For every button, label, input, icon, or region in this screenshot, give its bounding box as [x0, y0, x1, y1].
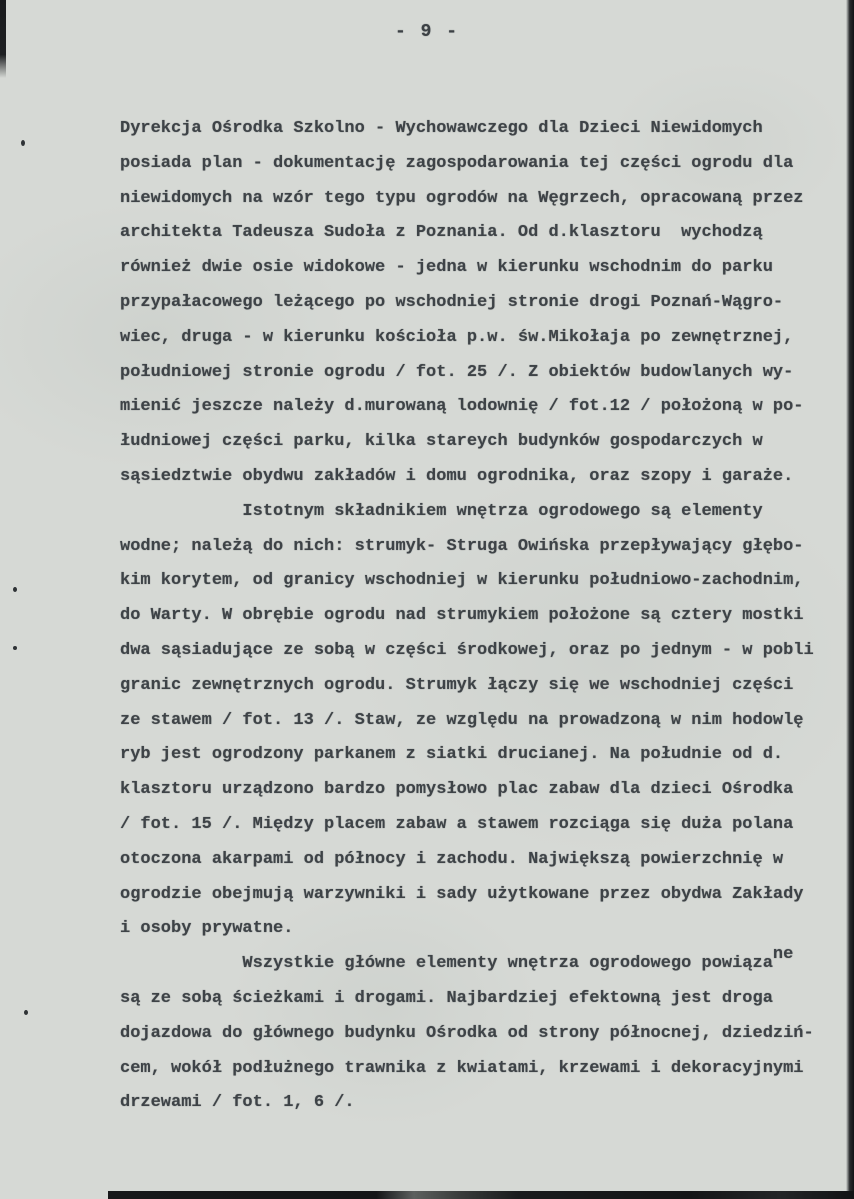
text-line: otoczona akarpami od północy i zachodu. Największą powierzchnię w — [120, 849, 784, 869]
text-line: kim korytem, od granicy wschodniej w kierunku południowo-zachodnim, — [120, 571, 804, 591]
text-line: drzewami / fot. 1, 6 /. — [120, 1093, 355, 1113]
scan-speck — [13, 646, 17, 650]
text-line: ogrodzie obejmują warzywniki i sady użytkowane przez obydwa Zakłady — [120, 884, 804, 904]
text-line: posiada plan - dokumentację zagospodarowania tej części ogrodu dla — [120, 153, 794, 173]
scan-speck — [13, 587, 17, 592]
text-line: granic zewnętrznych ogrodu. Strumyk łączy się we wschodniej części — [120, 675, 794, 695]
text-line: cem, wokół podłużnego trawnika z kwiatami, krzewami i dekoracyjnymi — [120, 1058, 804, 1078]
scan-speck — [21, 140, 25, 146]
text-line: łudniowej części parku, kilka stareych budynków gospodarczych w — [120, 432, 763, 452]
scan-edge-artifact-right — [846, 0, 854, 1199]
text-line: są ze sobą ścieżkami i drogami. Najbardziej efektowną jest droga — [120, 988, 773, 1008]
text-line: południowej stronie ogrodu / fot. 25 /. Z obiektów budowlanych wy- — [120, 362, 794, 382]
text-line: ryb jest ogrodzony parkanem z siatki drucianej. Na południe od d. — [120, 745, 784, 765]
text-line: ze stawem / fot. 13 /. Staw, ze względu na prowadzoną w nim hodowlę — [120, 710, 804, 730]
text-line: / fot. 15 /. Między placem zabaw a stawem rozciąga się duża polana — [120, 814, 794, 834]
text-line: wodne; należą do nich: strumyk- Struga Owińska przepływający głębo- — [120, 536, 804, 556]
text-line: sąsiedztwie obydwu zakładów i domu ogrodnika, oraz szopy i garaże. — [120, 466, 794, 486]
text-line: wiec, druga - w kierunku kościoła p.w. św.Mikołaja po zewnętrznej, — [120, 327, 794, 347]
text-line: dwa sąsiadujące ze sobą w części środkowej, oraz po jednym - w pobli — [120, 640, 814, 660]
text-line: również dwie osie widokowe - jedna w kierunku wschodnim do parku — [120, 258, 773, 278]
page-number: - 9 - — [394, 22, 459, 42]
text-line: dojazdowa do głównego budynku Ośrodka od strony północnej, dziedziń- — [120, 1023, 814, 1043]
scan-speck — [24, 1010, 28, 1015]
text-line: niewidomych na wzór tego typu ogrodów na Węgrzech, opracowaną przez — [120, 188, 804, 208]
text-line: klasztoru urządzono bardzo pomysłowo plac zabaw dla dzieci Ośrodka — [120, 780, 794, 800]
text-line: przypałacowego leżącego po wschodniej stronie drogi Poznań-Wągro- — [120, 292, 784, 312]
text-line: mienić jeszcze należy d.murowaną lodownię / fot.12 / położoną w po- — [120, 397, 804, 417]
scan-edge-artifact-left — [0, 0, 6, 78]
scan-edge-artifact-bottom — [108, 1191, 854, 1199]
text-line: Istotnym składnikiem wnętrza ogrodowego są elementy — [120, 501, 763, 521]
text-line: i osoby prywatne. — [120, 919, 294, 939]
text-line: architekta Tadeusza Sudoła z Poznania. Od d.klasztoru wychodzą — [120, 223, 763, 243]
text-line: Wszystkie główne elementy wnętrza ogrodowego powiązane — [120, 947, 814, 982]
raised-text: ne — [772, 945, 794, 965]
text-line: do Warty. W obrębie ogrodu nad strumykiem położone są cztery mostki — [120, 606, 804, 626]
text-line: Dyrekcja Ośrodka Szkolno - Wychowawczego dla Dzieci Niewidomych — [120, 119, 763, 138]
document-body — [120, 112, 814, 1121]
